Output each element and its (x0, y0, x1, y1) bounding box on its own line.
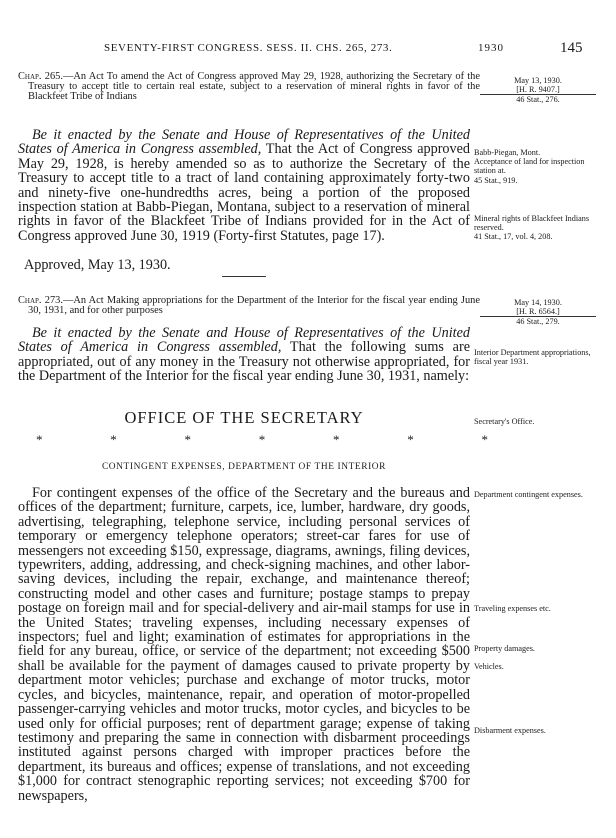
chapter-265-enacting-clause: Be it enacted by the Senate and House of Representatives of the United States of America in Congress assembled, (18, 127, 470, 158)
section-heading: OFFICE OF THE SECRETARY (124, 408, 364, 427)
star-5: * (333, 432, 340, 447)
chapter-265-stat: 46 Stat., 276. (516, 95, 560, 105)
star-3: * (184, 432, 191, 447)
margin-note-interior-appropriations: Interior Department appropriations, fiscal year 1931. (474, 348, 591, 367)
margin-note-45-stat: 45 Stat., 919. (474, 175, 518, 185)
star-6: * (407, 432, 414, 447)
chapter-265-label: Chap. 265. (18, 71, 63, 82)
chapter-265-bill: [H. R. 9407.] (480, 85, 596, 95)
contingent-expenses-body (18, 486, 470, 803)
chapter-273-date: May 14, 1930. (514, 298, 562, 307)
chapter-265-approved: Approved, May 13, 1930. (24, 257, 171, 273)
chapter-265-body (18, 128, 470, 243)
running-title: SEVENTY-FIRST CONGRESS. SESS. II. CHS. 265, 273. (104, 42, 393, 54)
margin-note-41-stat: 41 Stat., 17, vol. 4, 208. (474, 232, 553, 242)
chapter-273-margin-header (474, 298, 602, 327)
margin-note-secretarys-office: Secretary's Office. (474, 417, 535, 426)
page-number: 145 (560, 40, 583, 56)
chapter-265-body-text: That the Act of Congress approved May 29, 1928, is hereby amended so as to authorize the Secretary of the Treasury to accept title to a tract of land containing approximately forty-two and ninety-five one-hundredths acres, being a portion of the proposed inspection station at Babb-Piegan, Montana, subject to a reservation of mineral rights in favor of the Blackfeet Tribe of Indians provided for in the Act of Congress approved June 30, 1919 (Forty-first Statutes, page 17). (18, 141, 470, 244)
chapter-273-title-text: —An Act Making appropriations for the Department of the Interior for the fiscal year ending June 30, 1931, and for other purposes (28, 295, 480, 317)
chapter-273-title (18, 296, 480, 316)
margin-note-department-contingent: Department contingent expenses. (474, 490, 583, 499)
chapter-273-enacting-clause: Be it enacted by the Senate and House of Representatives of the United States of America in Congress assembled, (18, 325, 470, 356)
star-4: * (258, 432, 266, 447)
star-1: * (36, 432, 43, 447)
chapter-273-bill: [H. R. 6564.] (480, 307, 596, 317)
omission-stars (18, 432, 506, 448)
chapter-273-label: Chap. 273. (18, 295, 63, 306)
chapter-265-margin-header (474, 76, 602, 105)
section-divider (18, 276, 470, 277)
margin-note-babb-piegan: Babb-Piegan, Mont. (474, 148, 541, 157)
header-year: 1930 (478, 42, 504, 54)
divider-rule (222, 276, 266, 277)
margin-note-vehicles: Vehicles. (474, 662, 504, 671)
contingent-expenses-text: For contingent expenses of the office of the Secretary and the bureaus and offices of the department; furniture, carpets, ice, lumber, hardware, dry goods, advertising, telegraphing, telephone service, including personal services of temporary or emergency telephone operators; street-car fares for use of messengers not exceeding $150, expressage, diagrams, awnings, filing devices, typewriters, adding, addressing, and check-signing machines, and other labor-saving devices, including the repair, exchange, and maintenance thereof; constructing model and other cases and furniture; postage stamps to prepay postage on foreign mail and for special-delivery and air-mail stamps for use in the United States; traveling expenses, including necessary expenses of inspectors; fuel and light; examination of estimates for appropriations in the field for any bureau, office, or service of the department; not exceeding $500 shall be available for the payment of damages caused to private property by department motor vehicles; purchase and exchange of motor trucks, motor cycles, and bicycles, maintenance, repair, and operation of motor-propelled passenger-carrying vehicles and motor trucks, motor cycles, and bicycles to be used only for official purposes; rent of department garage; expense of taking testimony and preparing the same in connection with disbarment proceedings instituted against persons charged with improper practices before the department, its bureaus and offices; expense of translations, and not exceeding $1,000 for contract stenographic reporting services; not exceeding $700 for newspapers, (18, 485, 470, 804)
chapter-273-body (18, 326, 470, 384)
star-2: * (110, 432, 117, 447)
star-7: * (481, 432, 488, 447)
running-header (0, 42, 616, 58)
chapter-273-body-text: That the following sums are appropriated, out of any money in the Treasury not otherwise appropriated, for the Department of the Interior for the fiscal year ending June 30, 1931, namely: (18, 339, 470, 385)
margin-note-property-damages: Property damages. (474, 644, 535, 653)
margin-note-disbarment-expenses: Disbarment expenses. (474, 726, 546, 735)
chapter-273-stat: 46 Stat., 279. (516, 317, 560, 327)
contingent-expenses-subheading: CONTINGENT EXPENSES, DEPARTMENT OF THE INTERIOR (101, 462, 387, 472)
margin-note-mineral-rights: Mineral rights of Blackfeet Indians reserved. (474, 214, 590, 233)
margin-note-traveling-expenses: Traveling expenses etc. (474, 604, 551, 613)
chapter-273-margin-notes (474, 348, 602, 366)
margin-note-acceptance: Acceptance of land for inspection station at. (474, 157, 585, 176)
chapter-265-title-text: —An Act To amend the Act of Congress approved May 29, 1928, authorizing the Secretary of the Treasury to accept title to certain real estate, subject to a reservation of mineral rights in favor of the Blackfeet Tribe of Indians (28, 71, 480, 103)
chapter-265-date: May 13, 1930. (514, 76, 562, 85)
chapter-265-title (18, 72, 480, 103)
